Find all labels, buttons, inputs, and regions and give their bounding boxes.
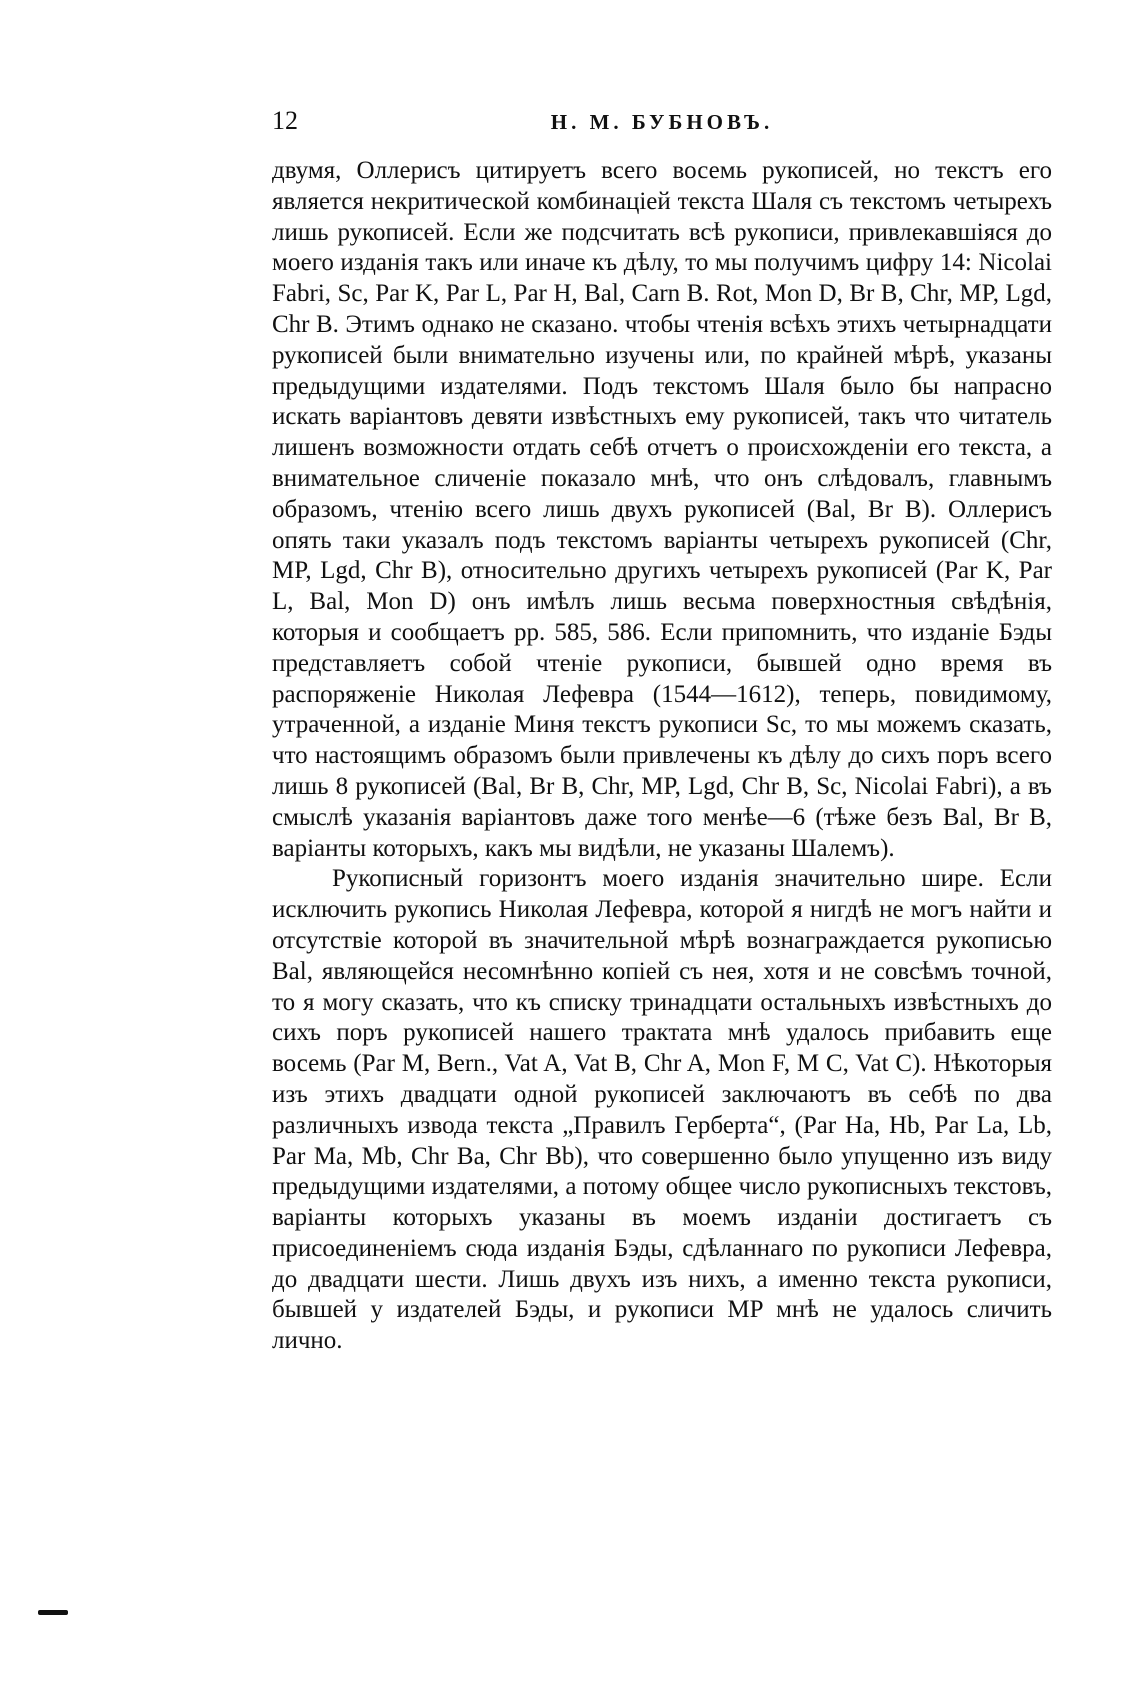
margin-mark: [38, 1610, 68, 1615]
paragraph-1: двумя, Оллерисъ цитируетъ всего восемь рукописей, но текстъ его является некритической комбинаціей текста Шаля съ текстомъ четырехъ лишь рукописей. Если же подсчитать всѣ рукописи, привлекавшіяся до моего изданія такъ или иначе къ дѣлу, то мы получимъ цифру 14: Nicolai Fabri, Sc, Par K, Par L, Par H, Bal, Carn B. Rot, Mon D, Br B, Chr, MP, Lgd, Chr B. Этимъ однако не сказано. чтобы чтенія всѣхъ этихъ четырнадцати рукописей были внимательно изучены или, по крайней мѣрѣ, указаны предыдущими издателями. Подъ текстомъ Шаля было бы напрасно искать варіантовъ девяти извѣстныхъ ему рукописей, такъ что читатель лишенъ возможности отдать себѣ отчетъ о происхожденіи его текста, а внимательное сличеніе показало мнѣ, что онъ слѣдовалъ, главнымъ образомъ, чтенію всего лишь двухъ рукописей (Bal, Br B). Оллерисъ опять таки указалъ подъ текстомъ варіанты четырехъ рукописей (Chr, MP, Lgd, Chr B), относительно другихъ четырехъ рукописей (Par K, Par L, Bal, Mon D) онъ имѣлъ лишь весьма поверхностныя свѣдѣнія, которыя и сообщаетъ pp. 585, 586. Если припомнить, что изданіе Бэды представляетъ собой чтеніе рукописи, бывшей одно время въ распоряженіе Николая Лефевра (1544—1612), теперь, повидимому, утраченной, а изданіе Миня текстъ рукописи Sc, то мы можемъ сказать, что настоящимъ образомъ были привлечены къ дѣлу до сихъ поръ всего лишь 8 рукописей (Bal, Br B, Chr, MP, Lgd, Chr B, Sc, Nicolai Fabri), а въ смыслѣ указанія варіантовъ даже того менѣе—6 (тѣже безъ Bal, Br B, варіанты которыхъ, какъ мы видѣли, не указаны Шалемъ).: [272, 157, 1052, 862]
running-head: Н. М. БУБНОВЪ.: [550, 110, 774, 134]
page-header: [272, 104, 1052, 144]
body-text: [272, 156, 1052, 1357]
page-number: 12: [272, 106, 298, 135]
paragraph-2: Рукописный горизонтъ моего изданія значительно шире. Если исключить рукопись Николая Лефевра, которой я нигдѣ не могъ найти и отсутствіе которой въ значительной мѣрѣ вознаграждается рукописью Bal, являющейся несомнѣнно копіей съ нея, хотя и не совсѣмъ точной, то я могу сказать, что къ списку тринадцати остальныхъ извѣстныхъ до сихъ поръ рукописей нашего трактата мнѣ удалось прибавить еще восемь (Par M, Bern., Vat A, Vat B, Chr A, Mon F, M C, Vat C). Нѣкоторыя изъ этихъ двадцати одной рукописей заключаютъ въ себѣ по два различныхъ извода текста „Правилъ Герберта“, (Par Ha, Hb, Par La, Lb, Par Ma, Mb, Chr Ba, Chr Bb), что совершенно было упущенно изъ виду предыдущими издателями, а потому общее число рукописныхъ текстовъ, варіанты которыхъ указаны въ моемъ изданіи достигаетъ съ присоединеніемъ сюда изданія Бэды, сдѣланнаго по рукописи Лефевра, до двадцати шести. Лишь двухъ изъ нихъ, а именно текста рукописи, бывшей у издателей Бэды, и рукописи MP мнѣ не удалось сличить лично.: [272, 865, 1052, 1355]
